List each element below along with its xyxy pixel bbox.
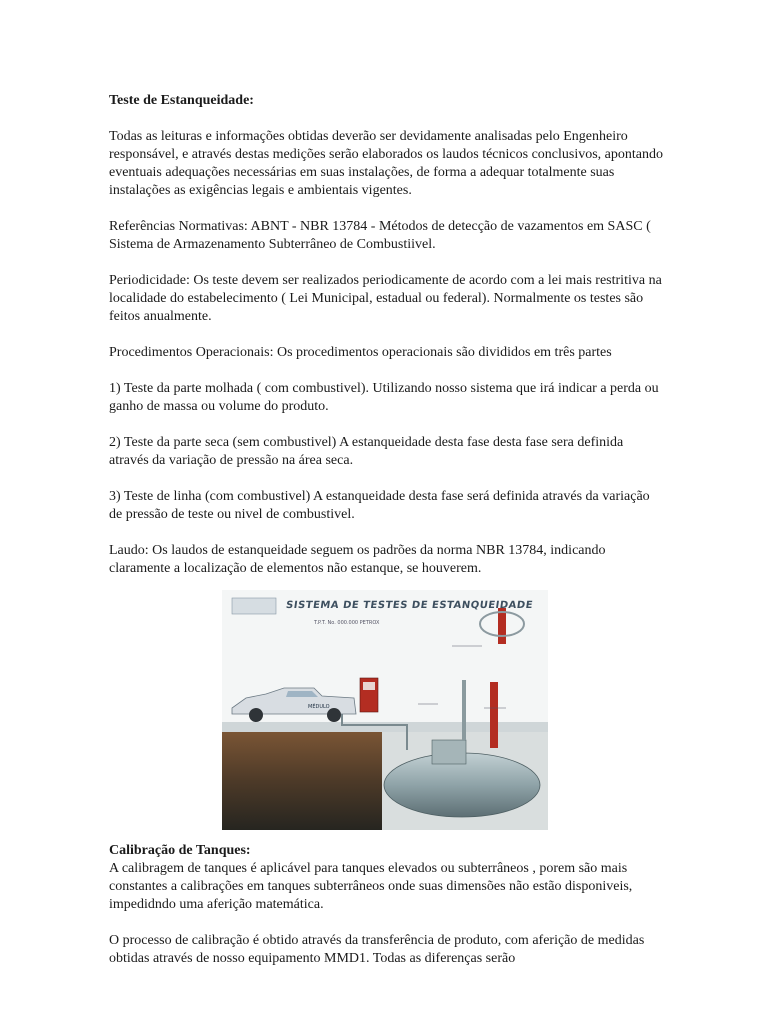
truck-wheel-front bbox=[249, 708, 263, 722]
illustration-graphic bbox=[222, 590, 548, 830]
paragraph-laudo: Laudo: Os laudos de estanqueidade seguem os padrões da norma NBR 13784, indicando claramente a localização de elementos não estanque, se houverem. bbox=[109, 543, 606, 576]
pump-display bbox=[363, 682, 375, 690]
document-page bbox=[109, 92, 665, 968]
vent-pipe bbox=[462, 680, 466, 740]
probe-detail bbox=[498, 608, 506, 644]
tank-manhole bbox=[432, 740, 466, 764]
truck-label: MÉDULO bbox=[308, 704, 330, 710]
paragraph-referencias: Referências Normativas: ABNT - NBR 13784 - Métodos de detecção de vazamentos em SASC ( Sistema de Armazenamento Subterrâneo de Combustiivel. bbox=[109, 219, 651, 252]
section-title-calibracao: Calibração de Tanques: bbox=[109, 843, 251, 858]
paragraph-procedimentos: Procedimentos Operacionais: Os procedimentos operacionais são divididos em três partes bbox=[109, 345, 612, 360]
logo-box bbox=[232, 598, 276, 614]
concrete-slab bbox=[222, 722, 548, 732]
test-probe bbox=[490, 682, 498, 748]
tank-test-illustration bbox=[222, 590, 548, 830]
paragraph-periodicidade: Periodicidade: Os teste devem ser realizados periodicamente de acordo com a lei mais restritiva na localidade do estabelecimento ( Lei Municipal, estadual ou federal). Normalmente os testes são feitos anualmente. bbox=[109, 273, 662, 324]
paragraph-processo: O processo de calibração é obtido através da transferência de produto, com aferição de medidas obtidas através de nosso equipamento MMD1. Todas as diferenças serão bbox=[109, 933, 645, 966]
illustration-subtitle: T.P.T. No. 000.000 PETROX bbox=[314, 620, 380, 626]
section-title-estanqueidade: Teste de Estanqueidade: bbox=[109, 93, 254, 108]
paragraph-intro: Todas as leituras e informações obtidas deverão ser devidamente analisadas pelo Engenheiro responsável, e através destas medições serão elaborados os laudos técnicos conclusivos, apontando eventuais adequações necessárias em suas instalações, de forma a adequar totalmente suas instalações as exigências legais e ambientais vigentes. bbox=[109, 129, 663, 198]
section-calibracao bbox=[109, 842, 665, 968]
truck-wheel-rear bbox=[327, 708, 341, 722]
paragraph-item-1: 1) Teste da parte molhada ( com combustivel). Utilizando nosso sistema que irá indicar a perda ou ganho de massa ou volume do produto. bbox=[109, 381, 659, 414]
paragraph-calibragem: A calibragem de tanques é aplicável para tanques elevados ou subterrâneos , porem são mais constantes a calibrações em tanques subterrâneos onde suas dimensões não estão disponiveis, impedidndo uma aferição matemática. bbox=[109, 861, 633, 912]
paragraph-item-3: 3) Teste de linha (com combustivel) A estanqueidade desta fase será definida através da variação de pressão de teste ou nivel de combustivel. bbox=[109, 489, 650, 522]
paragraph-item-2: 2) Teste da parte seca (sem combustivel) A estanqueidade desta fase desta fase sera definida através da variação de pressão na área seca. bbox=[109, 435, 624, 468]
illustration-title: SISTEMA DE TESTES DE ESTANQUEIDADE bbox=[285, 600, 534, 611]
